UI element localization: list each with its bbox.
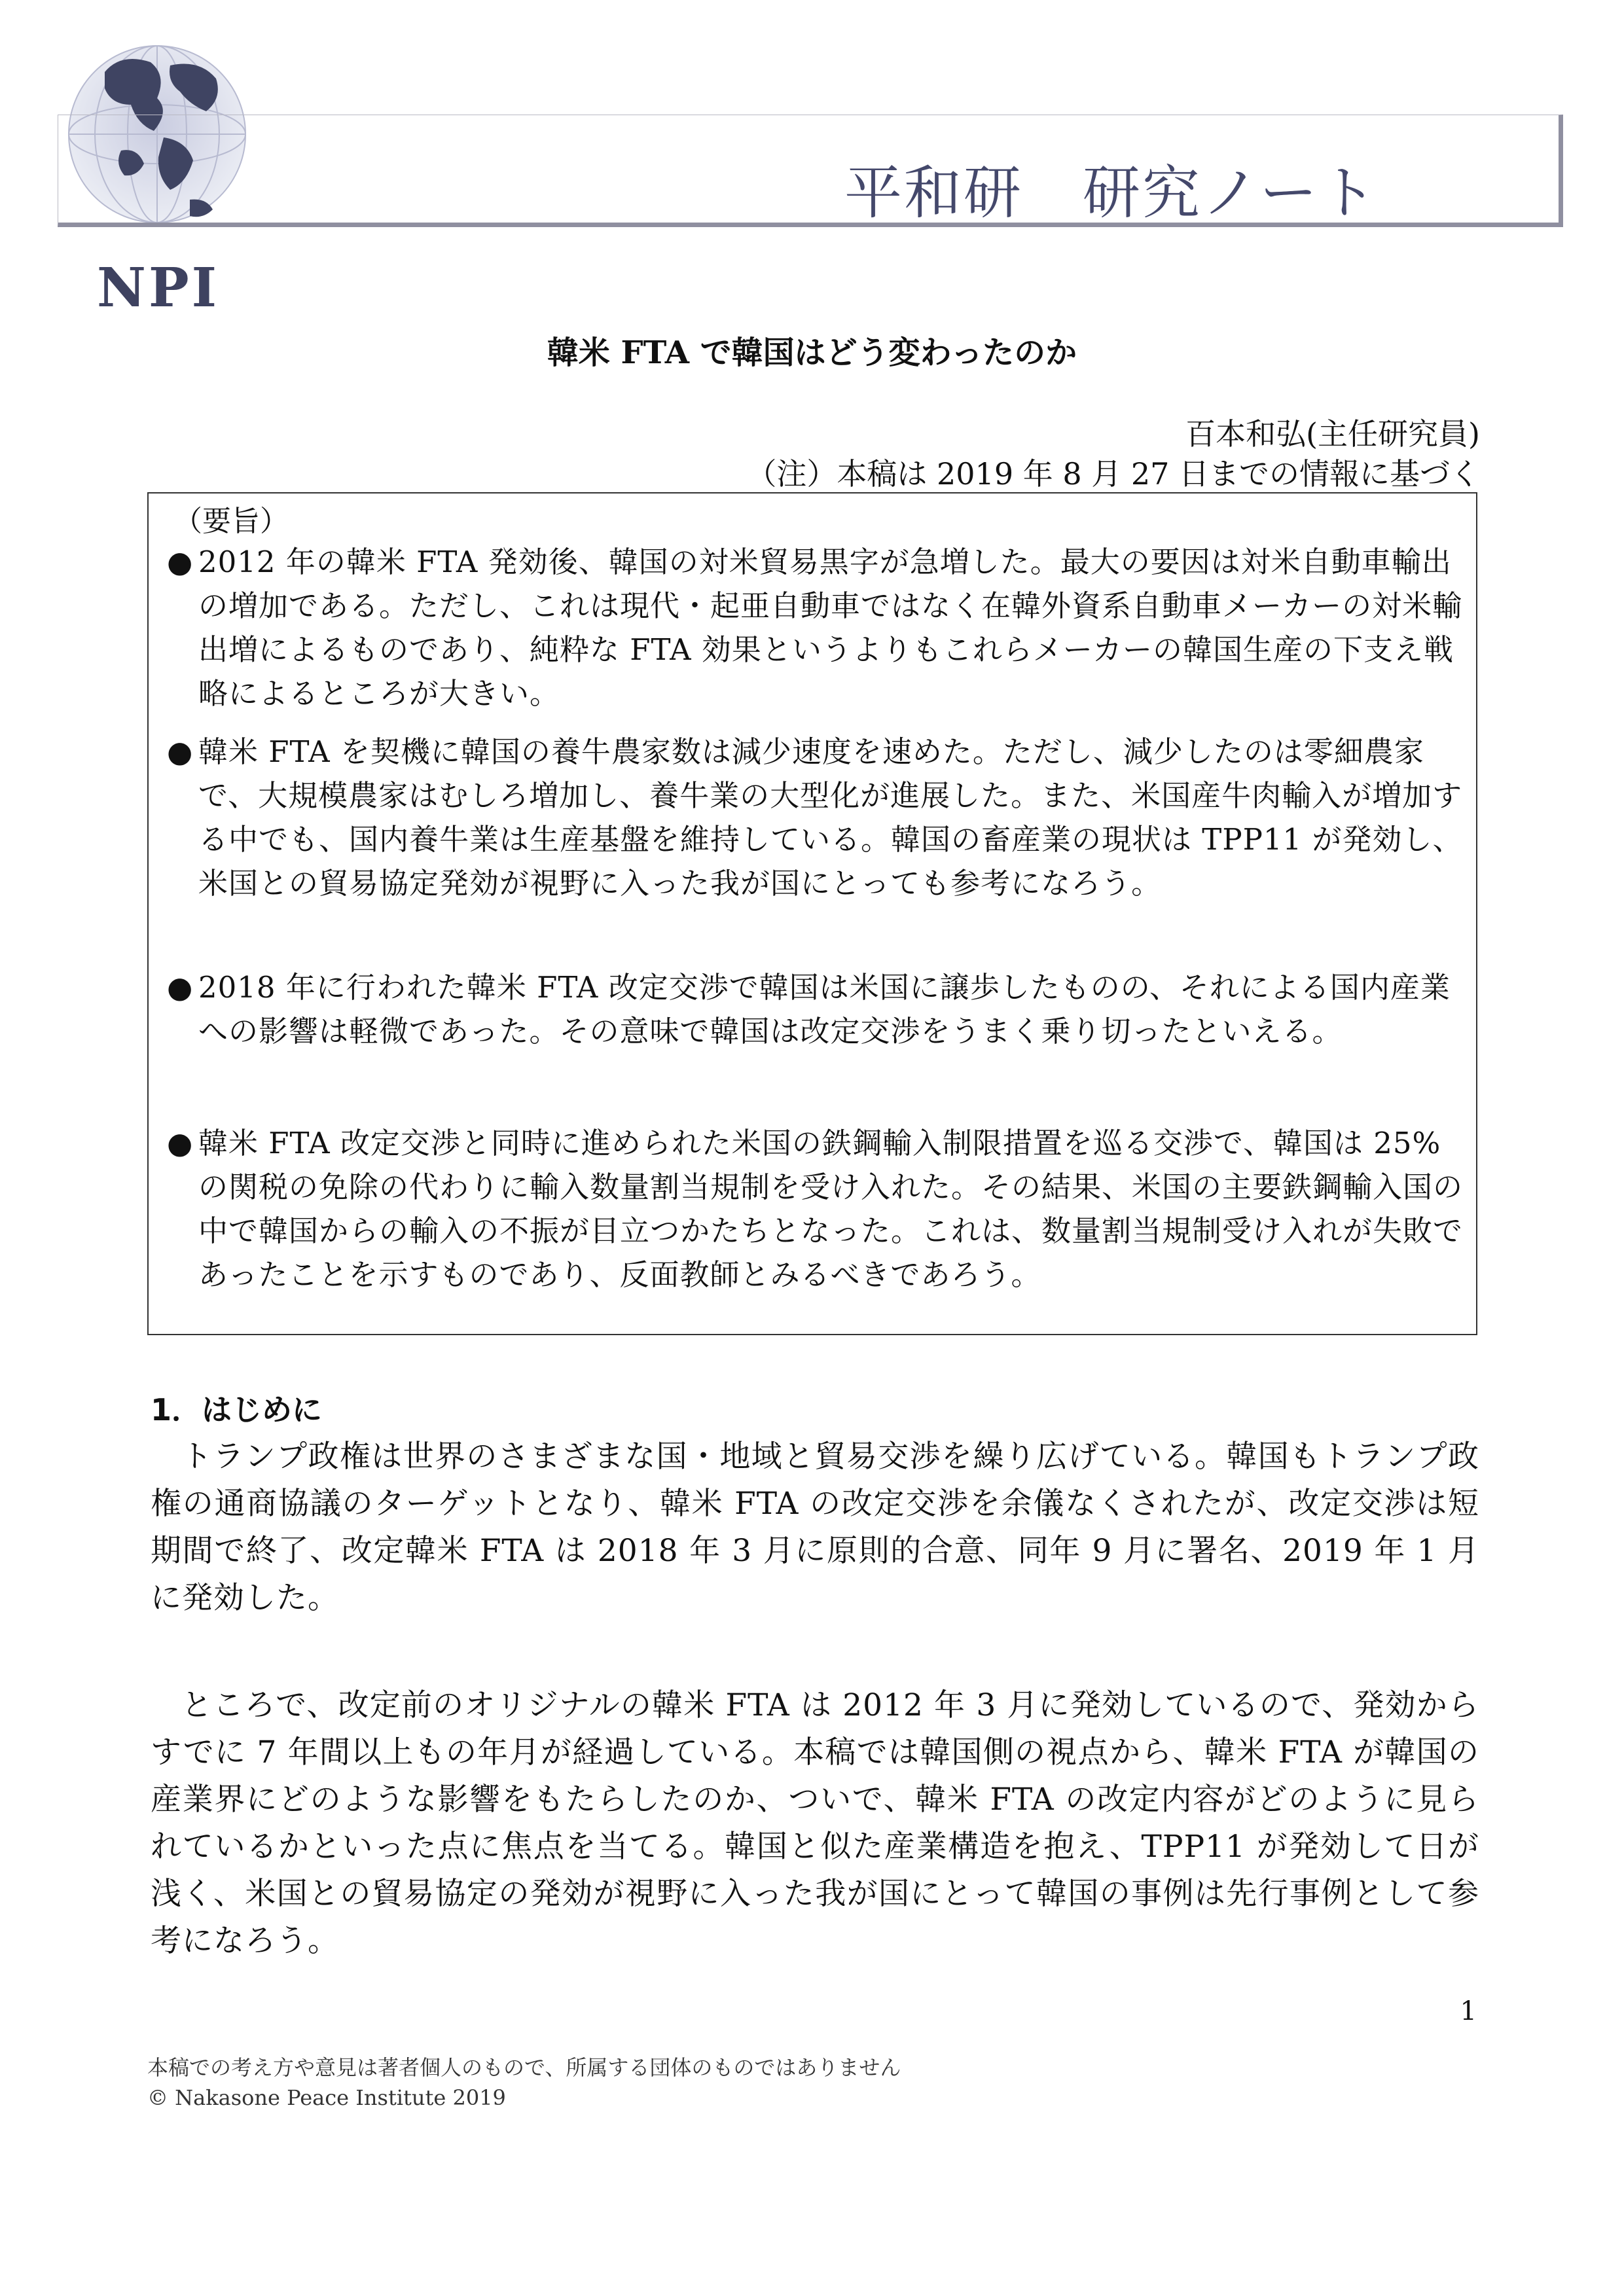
bullet-mark: ● — [167, 1126, 193, 1160]
section-heading: 1．はじめに — [151, 1392, 323, 1427]
bullet-text: 2018 年に行われた韓米 FTA 改定交渉で韓国は米国に譲歩したものの、それによる国内産業への影響は軽微であった。その意味で韓国は改定交渉をうまく乗り切ったといえる。 — [198, 970, 1451, 1049]
document-title: 韓米 FTA で韓国はどう変わったのか — [547, 334, 1077, 371]
bullet-text: 韓米 FTA を契機に韓国の養牛農家数は減少速度を速めた。ただし、減少したのは零細農家で、大規模農家はむしろ増加し、養牛業の大型化が進展した。また、米国産牛肉輸入が増加する中でも、国内養牛業は生産基盤を維持している。韓国の畜産業の現状は TPP11 が発効し、米国との貿易協定発効が視野に入った我が国にとっても参考になろう。 — [198, 734, 1463, 901]
copyright: © Nakasone Peace Institute 2019 — [147, 2085, 506, 2110]
bullet-mark: ● — [167, 545, 193, 579]
page-number: 1 — [1460, 1996, 1477, 2026]
npi-logo-text: NPI — [97, 257, 219, 319]
body-paragraph: ところで、改定前のオリジナルの韓米 FTA は 2012 年 3 月に発効しているので、発効からすでに 7 年間以上もの年月が経過している。本稿では韓国側の視点から、韓米 FTA が韓国の産業界にどのような影響をもたらしたのか、ついで、韓米 FTA の改定内容がどのように見られているかといった点に焦点を当てる。韓国と似た産業構造を抱え、TPP11 が発効して日が浅く、米国との貿易協定の発効が視野に入った我が国にとって韓国の事例は先行事例として参考になろう。 — [151, 1687, 1479, 1959]
date-note: （注）本稿は 2019 年 8 月 27 日までの情報に基づく — [746, 456, 1480, 492]
bullet-mark: ● — [167, 970, 193, 1005]
summary-bullet — [167, 540, 1470, 715]
disclaimer: 本稿での考え方や意見は著者個人のもので、所属する団体のものではありません — [147, 2055, 901, 2080]
body-paragraph: トランプ政権は世界のさまざまな国・地域と貿易交渉を繰り広げている。韓国もトランプ政権の通商協議のターゲットとなり、韓米 FTA の改定交渉を余儀なくされたが、改定交渉は短期間で終了、改定韓米 FTA は 2018 年 3 月に原則的合意、同年 9 月に署名、2019 年 1 月に発効した。 — [151, 1439, 1479, 1616]
bullet-mark: ● — [167, 734, 193, 769]
summary-bullet — [167, 965, 1470, 1053]
summary-heading: （要旨） — [173, 505, 289, 538]
author: 百本和弘(主任研究員) — [1185, 416, 1480, 452]
summary-bullet — [167, 1121, 1470, 1297]
bullet-text: 韓米 FTA 改定交渉と同時に進められた米国の鉄鋼輸入制限措置を巡る交渉で、韓国は 25%の関税の免除の代わりに輸入数量割当規制を受け入れた。その結果、米国の主要鉄鋼輸入国の中で韓国からの輸入の不振が目立つかたちとなった。これは、数量割当規制受け入れが失敗であったことを示すものであり、反面教師とみるべきであろう。 — [198, 1126, 1464, 1292]
bullet-text: 2012 年の韓米 FTA 発効後、韓国の対米貿易黒字が急増した。最大の要因は対米自動車輸出の増加である。ただし、これは現代・起亜自動車ではなく在韓外資系自動車メーカーの対米輸出増によるものであり、純粋な FTA 効果というよりもこれらメーカーの韓国生産の下支え戦略によるところが大きい。 — [198, 545, 1463, 711]
series-label: 平和研 研究ノート — [844, 159, 1379, 226]
summary-bullet — [167, 730, 1470, 905]
